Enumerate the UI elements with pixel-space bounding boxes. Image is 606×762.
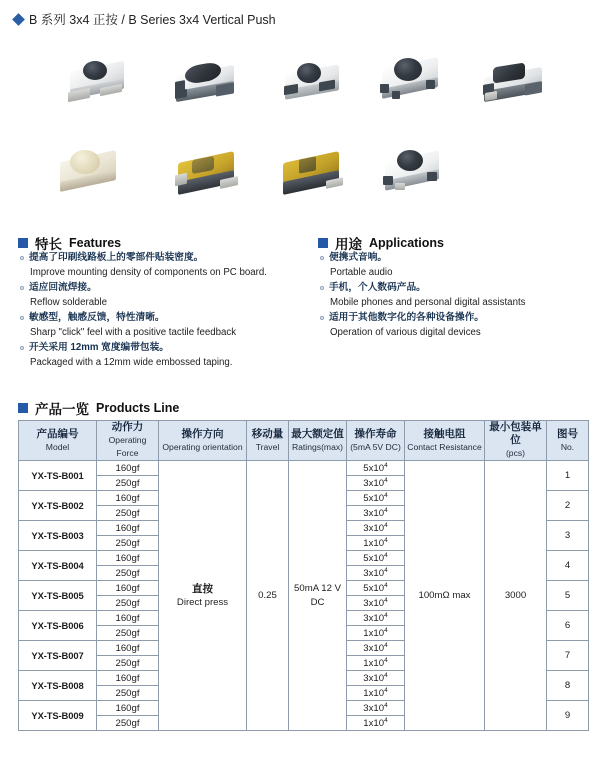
cell-operating-life: $5x10^4$ (347, 491, 405, 506)
cell-figure-no: 2 (547, 491, 589, 521)
product-photo-gallery (18, 42, 590, 227)
products-table-container (18, 420, 588, 731)
feature-en: Reflow solderable (30, 297, 108, 308)
application-cn: 手机，个人数码产品。 (329, 282, 426, 293)
cell-travel: 0.25 (247, 461, 289, 731)
cell-operating-life: $5x10^4$ (347, 461, 405, 476)
cell-model: YX-TS-B004 (19, 551, 97, 581)
col-packing-cn: 最小包装单位 (489, 421, 542, 446)
switch-photo-6 (48, 142, 126, 204)
cell-operating-life: $3x10^4$ (347, 641, 405, 656)
col-ratings (289, 421, 347, 461)
cell-operating-life: $3x10^4$ (347, 671, 405, 686)
cell-operating-force: 160gf (97, 521, 159, 536)
list-item (20, 341, 308, 370)
col-contact-resistance (405, 421, 485, 461)
cell-operating-force: 250gf (97, 536, 159, 551)
switch-photo-2 (166, 54, 244, 116)
cell-figure-no: 1 (547, 461, 589, 491)
switch-photo-5 (473, 56, 551, 118)
list-item (320, 311, 600, 340)
cell-operating-life: $3x10^4$ (347, 566, 405, 581)
features-heading-cn: 特长 (35, 237, 62, 252)
cell-operating-force: 160gf (97, 701, 159, 716)
cell-figure-no: 5 (547, 581, 589, 611)
cell-operating-life: $3x10^4$ (347, 611, 405, 626)
features-heading (18, 233, 121, 253)
cell-figure-no: 4 (547, 551, 589, 581)
cell-operating-force: 160gf (97, 551, 159, 566)
products-line-heading-en: Products Line (96, 401, 180, 415)
cell-operating-force: 250gf (97, 476, 159, 491)
bullet-icon (320, 256, 324, 260)
cell-operating-force: 250gf (97, 656, 159, 671)
cell-model: YX-TS-B001 (19, 461, 97, 491)
feature-en: Sharp "click" feel with a positive tactile feedback (30, 327, 237, 338)
cell-model: YX-TS-B002 (19, 491, 97, 521)
switch-photo-1 (58, 52, 136, 114)
cell-ratings: 50mA 12 V DC (289, 461, 347, 731)
col-packing (485, 421, 547, 461)
list-item (320, 251, 600, 280)
bullet-icon (20, 256, 24, 260)
table-header-row (19, 421, 589, 461)
col-life-en: (5mA 5V DC) (350, 441, 401, 452)
square-marker-icon (318, 238, 328, 248)
switch-photo-8 (271, 144, 349, 206)
bullet-icon (20, 316, 24, 320)
col-operating-orientation (159, 421, 247, 461)
cell-operating-life: $1x10^4$ (347, 686, 405, 701)
cell-operating-life: $1x10^4$ (347, 626, 405, 641)
features-heading-en: Features (69, 236, 122, 250)
cell-operating-force: 160gf (97, 671, 159, 686)
cell-operating-force: 160gf (97, 611, 159, 626)
feature-cn: 提高了印刷线路板上的零部件贴装密度。 (29, 252, 204, 263)
bullet-icon (320, 316, 324, 320)
cell-model: YX-TS-B006 (19, 611, 97, 641)
products-line-heading-cn: 产品一览 (35, 402, 89, 417)
cell-operating-force: 160gf (97, 461, 159, 476)
col-packing-en: (pcs) (505, 448, 526, 458)
feature-cn: 开关采用 12mm 宽度编带包装。 (29, 342, 169, 353)
cell-operating-force: 160gf (97, 491, 159, 506)
table-row (19, 461, 589, 476)
cell-operating-force: 160gf (97, 641, 159, 656)
col-life-cn: 操作寿命 (354, 427, 397, 440)
cell-packing: 3000 (485, 461, 547, 731)
cell-operating-force: 250gf (97, 596, 159, 611)
switch-photo-3 (273, 54, 351, 116)
applications-heading (318, 233, 444, 253)
list-item (20, 251, 308, 280)
table-header (19, 421, 589, 461)
col-operating-force (97, 421, 159, 461)
bullet-icon (320, 286, 324, 290)
col-ratings-en: Ratings(max) (291, 441, 344, 452)
col-travel-en: Travel (255, 441, 280, 452)
cell-operating-life: $3x10^4$ (347, 596, 405, 611)
bullet-icon (20, 286, 24, 290)
cell-model: YX-TS-B003 (19, 521, 97, 551)
cell-operating-life: $3x10^4$ (347, 476, 405, 491)
cell-figure-no: 6 (547, 611, 589, 641)
cell-operating-force: 250gf (97, 716, 159, 731)
applications-heading-cn: 用途 (335, 237, 362, 252)
products-line-heading (18, 398, 179, 418)
switch-photo-7 (166, 144, 244, 206)
application-en: Operation of various digital devices (330, 327, 481, 338)
switch-photo-9 (373, 142, 451, 204)
list-item (20, 311, 308, 340)
cell-model: YX-TS-B008 (19, 671, 97, 701)
col-force-cn: 动作力 (111, 421, 144, 433)
page-title-text: B 系列 3x4 正按 / B Series 3x4 Vertical Push (29, 13, 276, 27)
col-travel (247, 421, 289, 461)
application-en: Mobile phones and personal digital assistants (330, 297, 526, 308)
col-force-en: Operating Force (108, 435, 147, 458)
cell-model: YX-TS-B007 (19, 641, 97, 671)
feature-cn: 敏感型，触感反馈，特性清晰。 (29, 312, 165, 323)
col-figure-no (547, 421, 589, 461)
cell-operating-life: $5x10^4$ (347, 581, 405, 596)
cell-figure-no: 8 (547, 671, 589, 701)
diamond-icon (12, 13, 25, 26)
cell-figure-no: 7 (547, 641, 589, 671)
list-item (320, 281, 600, 310)
square-marker-icon (18, 238, 28, 248)
cell-operating-force: 250gf (97, 506, 159, 521)
col-operating-life (347, 421, 405, 461)
col-ratings-cn: 最大额定值 (291, 427, 344, 440)
cell-operating-orientation: 直按 Direct press (159, 461, 247, 731)
switch-photo-4 (370, 50, 448, 112)
col-no-en: No. (560, 441, 575, 452)
list-item (20, 281, 308, 310)
col-no-cn: 图号 (557, 427, 578, 440)
col-model-en: Model (45, 441, 70, 452)
cell-operating-life: $1x10^4$ (347, 656, 405, 671)
application-en: Portable audio (330, 267, 393, 278)
products-table (18, 420, 589, 731)
cell-operating-life: $1x10^4$ (347, 536, 405, 551)
col-orientation-cn: 操作方向 (181, 427, 224, 440)
bullet-icon (20, 346, 24, 350)
table-body (19, 461, 589, 731)
col-orientation-en: Operating orientation (162, 441, 243, 452)
feature-cn: 适应回流焊接。 (29, 282, 97, 293)
cell-operating-life: $5x10^4$ (347, 551, 405, 566)
cell-operating-life: $3x10^4$ (347, 506, 405, 521)
application-cn: 适用于其他数字化的各种设备操作。 (329, 312, 484, 323)
square-marker-icon (18, 403, 28, 413)
cell-figure-no: 3 (547, 521, 589, 551)
application-cn: 便携式音响。 (329, 252, 388, 263)
feature-en: Improve mounting density of components on PC board. (30, 267, 267, 278)
col-travel-cn: 移动量 (251, 427, 284, 440)
cell-operating-life: $3x10^4$ (347, 701, 405, 716)
col-model-cn: 产品编号 (36, 427, 79, 440)
cell-operating-force: 250gf (97, 626, 159, 641)
cell-operating-force: 250gf (97, 686, 159, 701)
cell-operating-life: $1x10^4$ (347, 716, 405, 731)
col-model (19, 421, 97, 461)
cell-model: YX-TS-B005 (19, 581, 97, 611)
cell-model: YX-TS-B009 (19, 701, 97, 731)
cell-operating-life: $3x10^4$ (347, 521, 405, 536)
col-resistance-en: Contact Resistance (407, 441, 482, 452)
cell-operating-force: 250gf (97, 566, 159, 581)
features-list (20, 251, 308, 371)
applications-heading-en: Applications (369, 236, 445, 250)
col-resistance-cn: 接触电阻 (423, 427, 466, 440)
feature-en: Packaged with a 12mm wide embossed taping. (30, 357, 233, 368)
cell-figure-no: 9 (547, 701, 589, 731)
cell-operating-force: 160gf (97, 581, 159, 596)
applications-list (320, 251, 600, 341)
page-title (14, 10, 276, 28)
cell-contact-resistance: 100mΩ max (405, 461, 485, 731)
